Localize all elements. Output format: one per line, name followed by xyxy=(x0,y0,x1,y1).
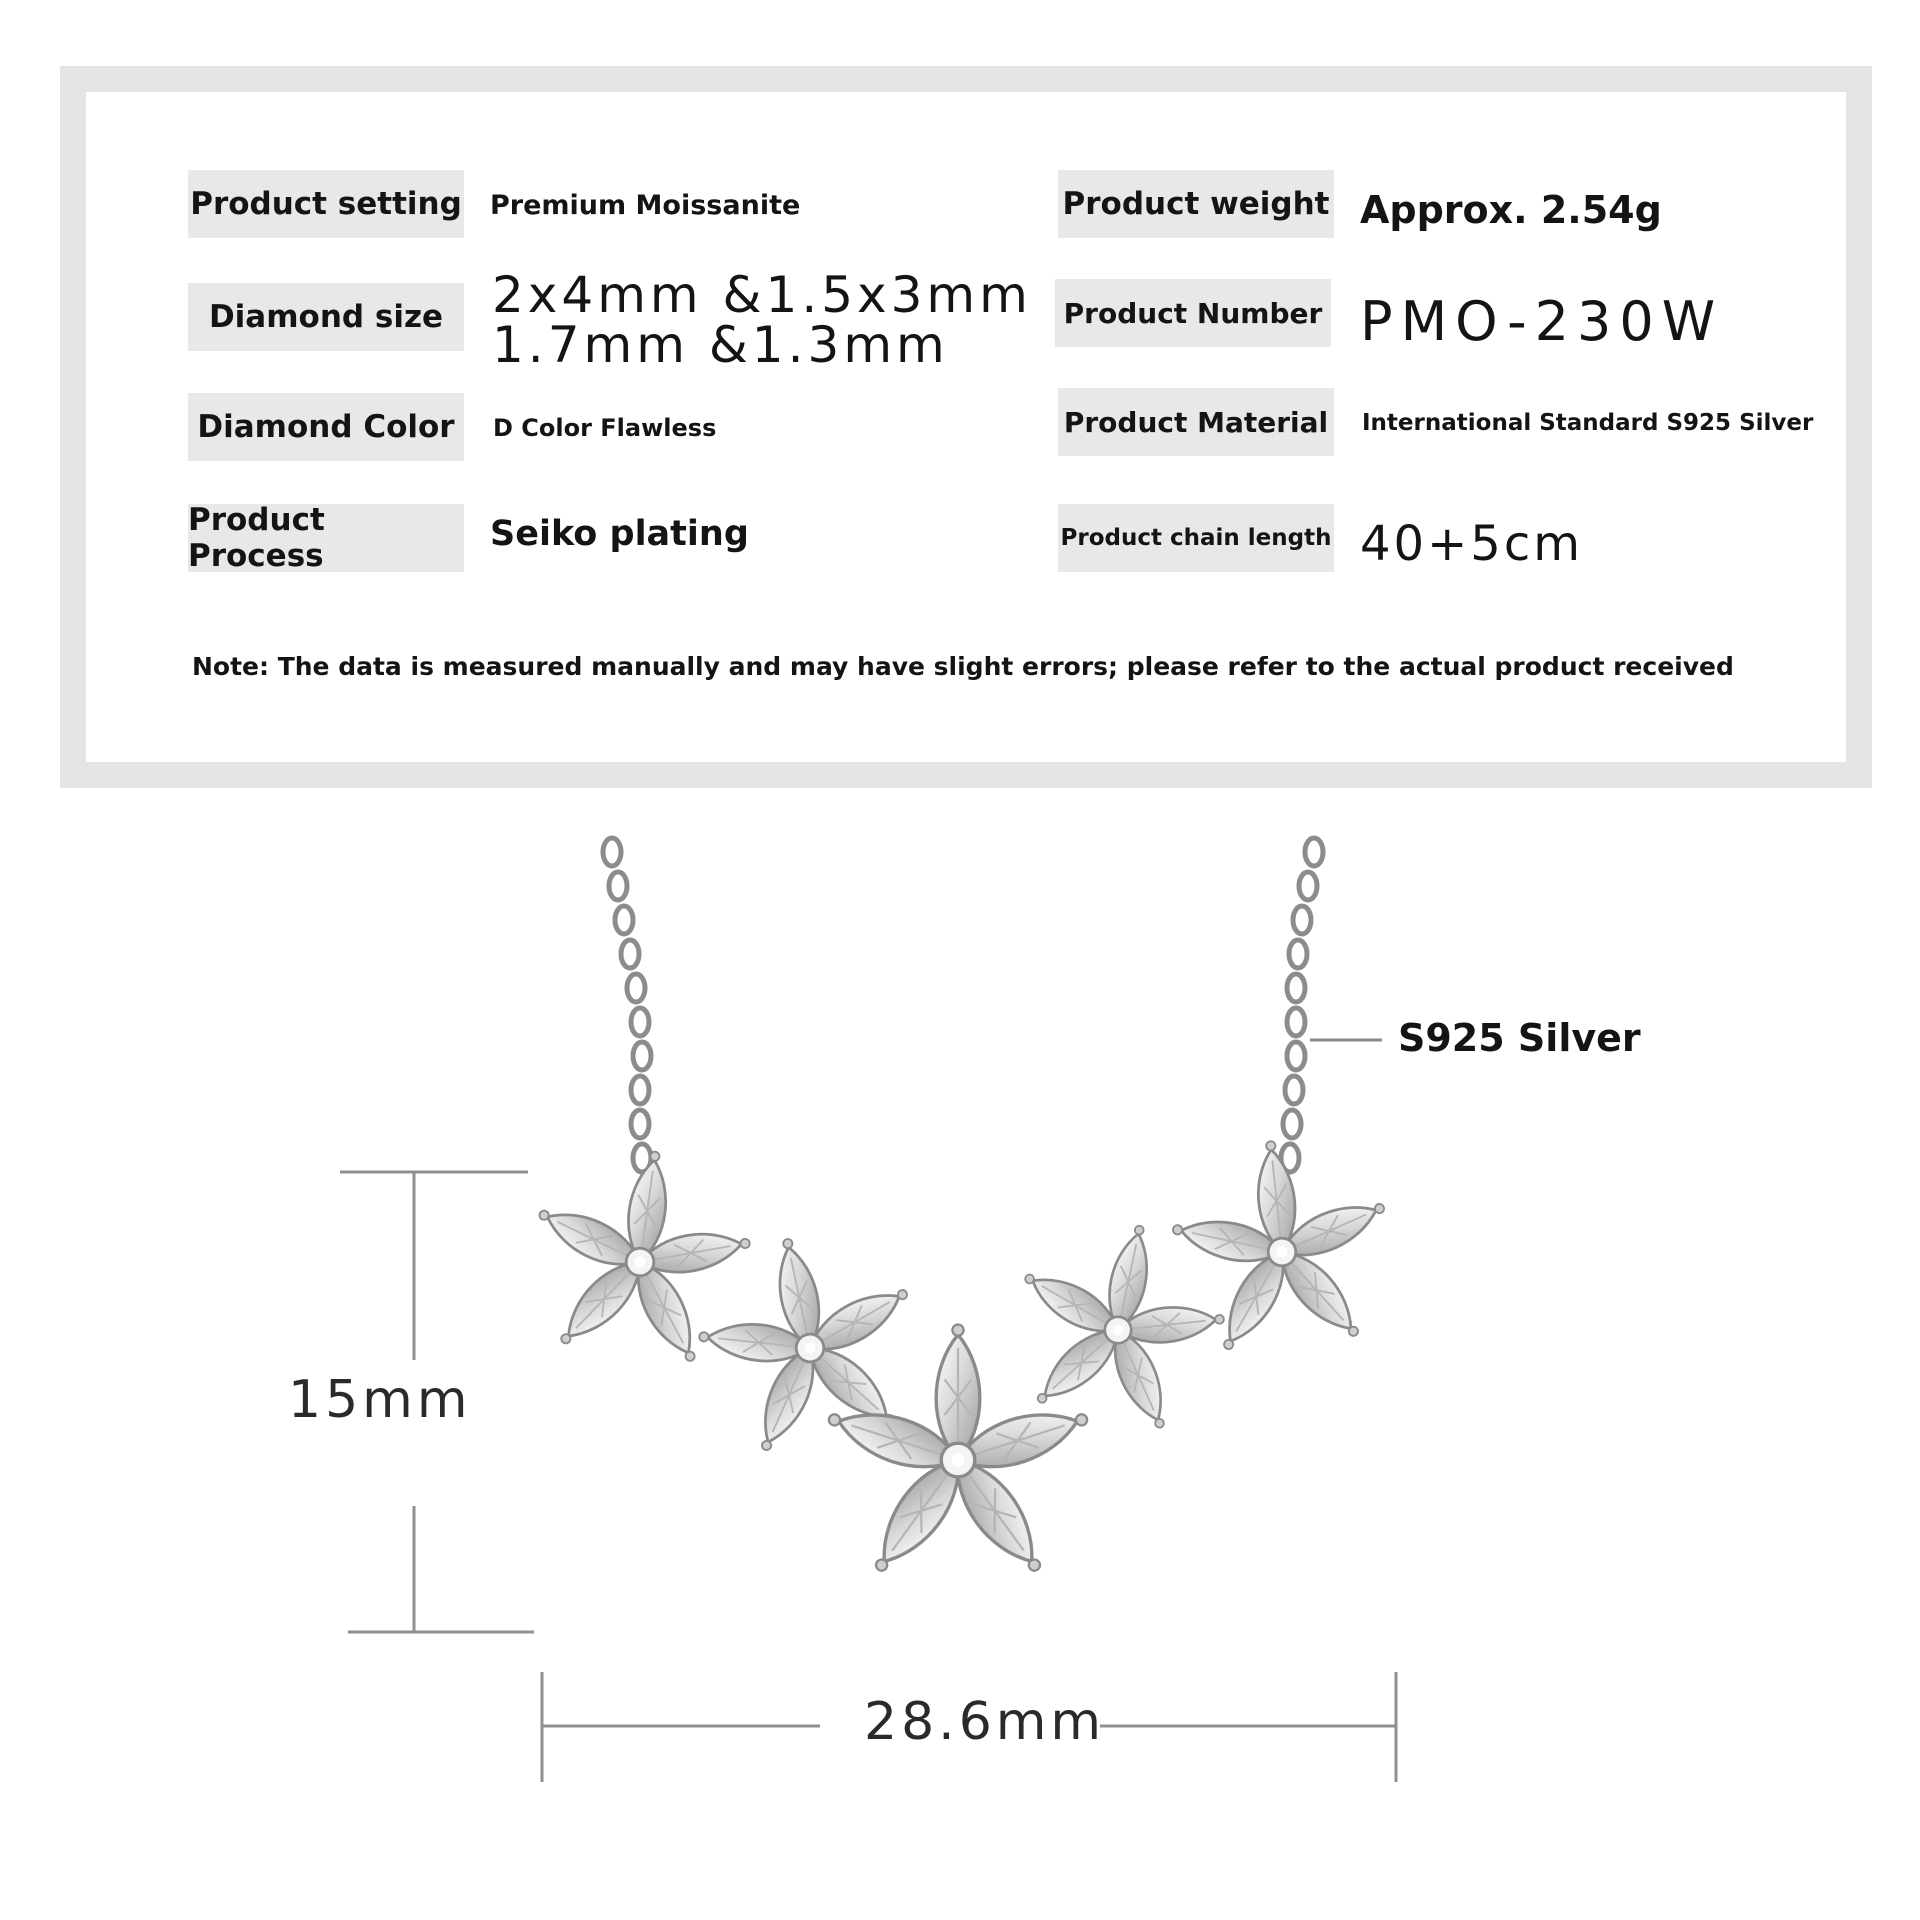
label-diamond-size: Diamond size xyxy=(188,283,464,351)
value-diamond-size-line2: 1.7mm &1.3mm xyxy=(492,316,949,374)
label-product-number: Product Number xyxy=(1055,279,1331,347)
value-diamond-color: D Color Flawless xyxy=(493,414,717,442)
value-product-process: Seiko plating xyxy=(490,514,749,554)
label-product-weight: Product weight xyxy=(1058,170,1334,238)
label-product-chain-length: Product chain length xyxy=(1058,504,1334,572)
label-product-setting: Product setting xyxy=(188,170,464,238)
value-product-chain-length: 40+5cm xyxy=(1360,516,1583,572)
measurement-note: Note: The data is measured manually and may have slight errors; please refer to the actual product received xyxy=(192,652,1734,681)
chain-right xyxy=(1281,838,1323,1172)
value-product-number: PMO-230W xyxy=(1360,290,1724,353)
width-dimension-label: 28.6mm xyxy=(864,1692,1106,1752)
chain-left xyxy=(603,838,651,1172)
material-callout: S925 Silver xyxy=(1398,1016,1641,1060)
value-product-weight: Approx. 2.54g xyxy=(1360,188,1662,232)
label-diamond-color: Diamond Color xyxy=(188,393,464,461)
label-product-material: Product Material xyxy=(1058,388,1334,456)
value-product-material: International Standard S925 Silver xyxy=(1362,410,1814,436)
value-product-setting: Premium Moissanite xyxy=(490,190,801,221)
height-dimension-label: 15mm xyxy=(288,1370,472,1430)
label-product-process: Product Process xyxy=(188,504,464,572)
value-diamond-size-line1: 2x4mm &1.5x3mm xyxy=(492,266,1032,324)
flower-pendant xyxy=(516,1130,1404,1583)
